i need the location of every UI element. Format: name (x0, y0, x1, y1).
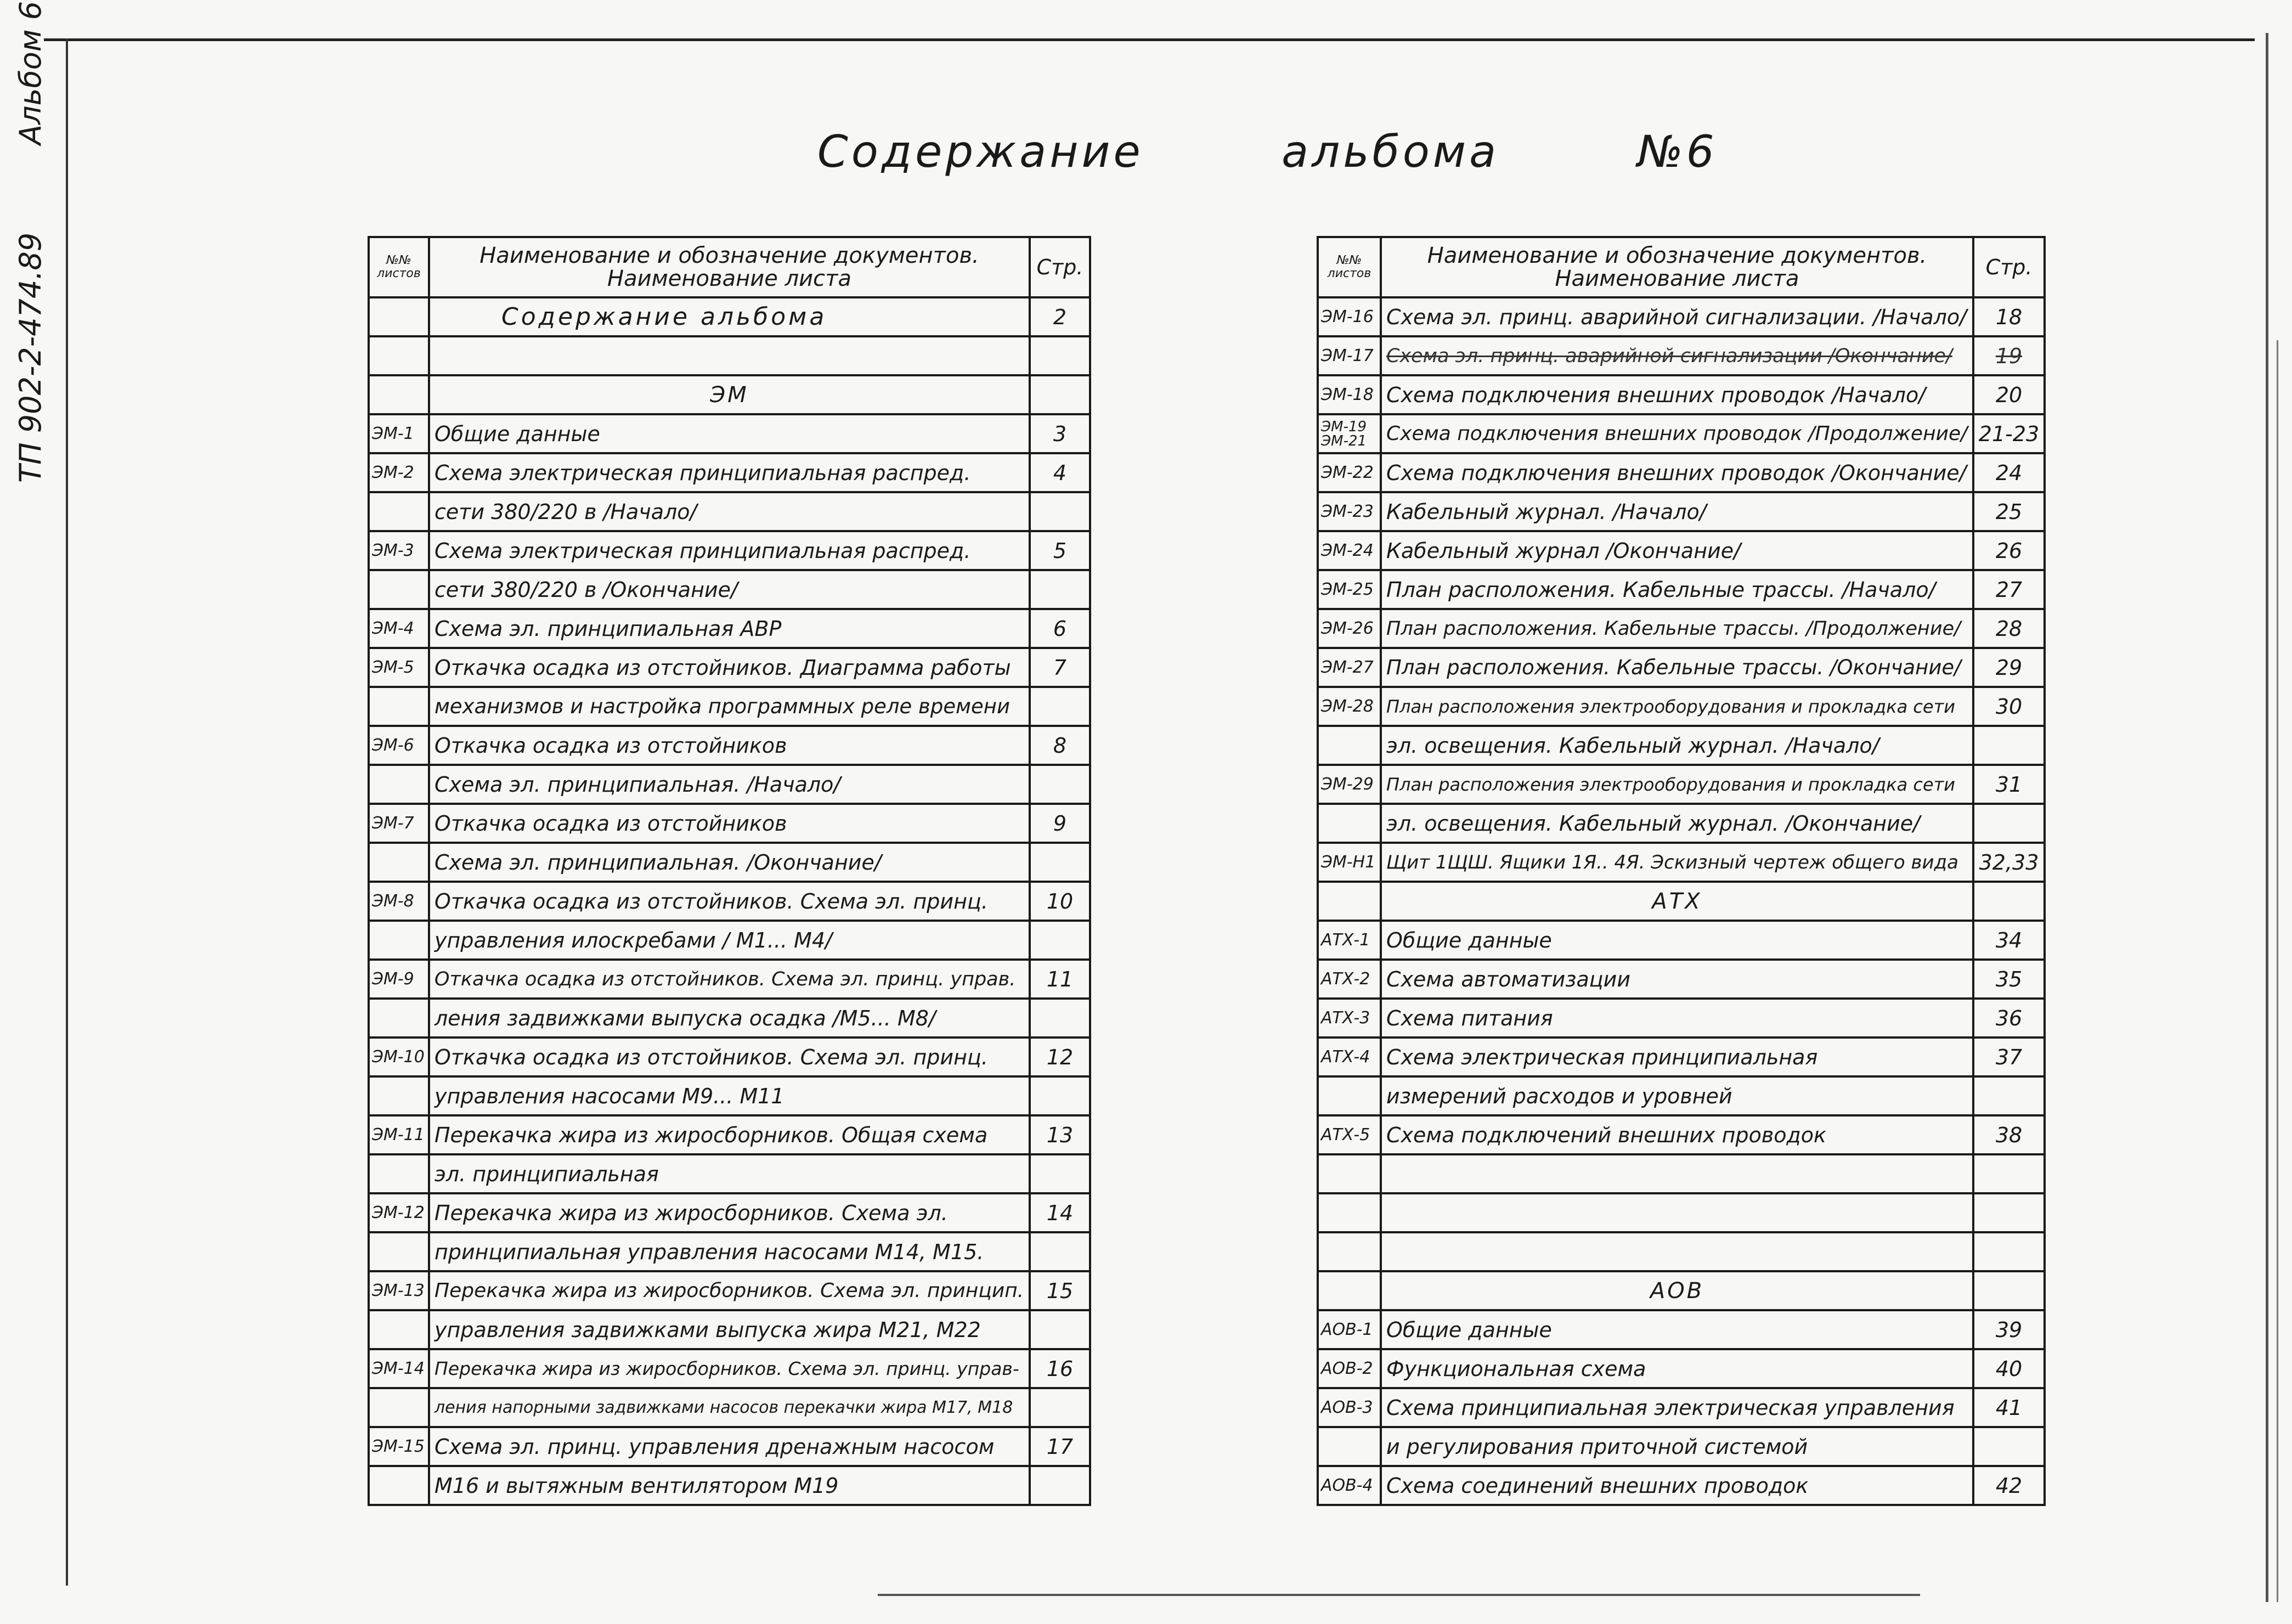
row-document-name: Схема принципиальная электрическая управления (1381, 1388, 1973, 1427)
row-document-name: План расположения электрооборудования и прокладка сети (1381, 687, 1973, 726)
row-document-name: эл. принципиальная (429, 1154, 1030, 1193)
table-row (369, 414, 1090, 453)
table-row (369, 687, 1090, 726)
row-sheet-number (369, 765, 429, 804)
table-row (369, 804, 1090, 843)
table-row (1318, 999, 2045, 1037)
row-document-name: Функциональная схема (1381, 1349, 1973, 1388)
row-sheet-number: ЭМ-23 (1318, 492, 1381, 531)
row-page (1030, 375, 1090, 414)
table-header-row (369, 237, 1090, 297)
header-document-name-line-2: Наименование листа (1555, 266, 1799, 291)
row-sheet-number: ЭМ-15 (369, 1427, 429, 1466)
row-document-name: Откачка осадка из отстойников (429, 726, 1030, 765)
row-page: 25 (1973, 492, 2045, 531)
table-row (369, 453, 1090, 492)
row-sheet-number: ЭМ-14 (369, 1349, 429, 1388)
row-document-name: Перекачка жира из жиросборников. Общая схема (429, 1115, 1030, 1154)
section-row (369, 375, 1090, 414)
table-row (1318, 297, 2045, 336)
row-page (1973, 1427, 2045, 1466)
row-page: 39 (1973, 1310, 2045, 1349)
row-sheet-number (369, 1466, 429, 1505)
row-page (1030, 336, 1090, 375)
row-sheet-number: ЭМ-16 (1318, 297, 1381, 336)
row-sheet-number: АОВ-4 (1318, 1466, 1381, 1505)
table-row (1318, 804, 2045, 843)
row-page: 24 (1973, 453, 2045, 492)
row-sheet-number (369, 921, 429, 960)
row-document-name: М16 и вытяжным вентилятором М19 (429, 1466, 1030, 1505)
row-document-name: Схема подключения внешних проводок /Окончание/ (1381, 453, 1973, 492)
table-row (369, 492, 1090, 531)
row-page (1973, 882, 2045, 921)
row-document-name (1381, 1232, 1973, 1271)
row-document-name: измерений расходов и уровней (1381, 1076, 1973, 1115)
row-document-name: управления илоскребами / М1... М4/ (429, 921, 1030, 960)
row-document-name: эл. освещения. Кабельный журнал. /Начало/ (1381, 726, 1973, 765)
table-row (369, 1427, 1090, 1466)
table-row (1318, 1076, 2045, 1115)
row-page (1030, 687, 1090, 726)
header-page: Стр. (1030, 237, 1090, 297)
table-row (1318, 921, 2045, 960)
row-sheet-number: ЭМ-17 (1318, 336, 1381, 375)
table-row (369, 297, 1090, 336)
row-page (1030, 843, 1090, 882)
row-document-name: сети 380/220 в /Начало/ (429, 492, 1030, 531)
row-document-name (1381, 1193, 1973, 1232)
row-sheet-number (369, 1232, 429, 1271)
row-page (1030, 765, 1090, 804)
row-document-name: Схема подключения внешних проводок /Продолжение/ (1381, 414, 1973, 453)
row-sheet-number (1318, 1271, 1381, 1310)
row-sheet-number: АОВ-2 (1318, 1349, 1381, 1388)
row-document-name: управления задвижками выпуска жира М21, М22 (429, 1310, 1030, 1349)
row-sheet-number (369, 1076, 429, 1115)
sheet-border-left (66, 38, 68, 1586)
table-row (1318, 1427, 2045, 1466)
row-sheet-number (1318, 1154, 1381, 1193)
row-document-name: Откачка осадка из отстойников. Схема эл. принц. (429, 882, 1030, 921)
row-sheet-number: ЭМ-5 (369, 648, 429, 687)
row-sheet-number (1318, 1427, 1381, 1466)
row-sheet-number: АТХ-3 (1318, 999, 1381, 1037)
row-page: 40 (1973, 1349, 2045, 1388)
sheet-border-top (44, 38, 2255, 41)
header-document-name (1381, 237, 1973, 297)
table-row (1318, 570, 2045, 609)
row-document-name (1381, 1154, 1973, 1193)
row-page: 12 (1030, 1037, 1090, 1076)
row-document-name: эл. освещения. Кабельный журнал. /Окончание/ (1381, 804, 1973, 843)
row-page: 32,33 (1973, 843, 2045, 882)
row-document-name: управления насосами М9... М11 (429, 1076, 1030, 1115)
contents-table-left (368, 236, 1091, 1506)
table-row (1318, 1154, 2045, 1193)
row-page (1973, 726, 2045, 765)
table-row (369, 1154, 1090, 1193)
row-page: 5 (1030, 531, 1090, 570)
row-document-name: Схема эл. принципиальная. /Начало/ (429, 765, 1030, 804)
row-sheet-number (369, 1310, 429, 1349)
margin-stamp (5, 1, 55, 483)
table-row (1318, 609, 2045, 648)
row-document-name: Откачка осадка из отстойников. Диаграмма работы (429, 648, 1030, 687)
row-sheet-number (369, 843, 429, 882)
row-sheet-number (369, 999, 429, 1037)
table-row (1318, 453, 2045, 492)
row-page: 7 (1030, 648, 1090, 687)
table-row (369, 1271, 1090, 1310)
table-row (1318, 648, 2045, 687)
table-row (369, 570, 1090, 609)
row-document-name: Схема подключения внешних проводок /Начало/ (1381, 375, 1973, 414)
row-document-name: Перекачка жира из жиросборников. Схема эл. принцип. (429, 1271, 1030, 1310)
header-document-name-line-2: Наименование листа (607, 266, 851, 291)
row-document-name: Схема эл. принц. аварийной сигнализации. /Начало/ (1381, 297, 1973, 336)
margin-album-label: Альбом 6 (13, 1, 48, 145)
section-heading: АОВ (1381, 1271, 1973, 1310)
table-row (369, 765, 1090, 804)
table-row (1318, 1466, 2045, 1505)
row-document-name: Общие данные (429, 414, 1030, 453)
row-page: 27 (1973, 570, 2045, 609)
header-document-name-line-1: Наименование и обозначение документов. (479, 243, 979, 268)
table-row (1318, 1115, 2045, 1154)
row-sheet-number: ЭМ-19 ЭМ-21 (1318, 414, 1381, 453)
row-page: 2 (1030, 297, 1090, 336)
row-sheet-number: ЭМ-3 (369, 531, 429, 570)
row-sheet-number (1318, 1076, 1381, 1115)
row-sheet-number: ЭМ-6 (369, 726, 429, 765)
row-document-name: Схема эл. принц. управления дренажным насосом (429, 1427, 1030, 1466)
row-page (1030, 999, 1090, 1037)
contents-table-right (1317, 236, 2046, 1506)
row-page (1973, 1154, 2045, 1193)
row-page (1030, 1076, 1090, 1115)
row-sheet-number: ЭМ-11 (369, 1115, 429, 1154)
row-page: 41 (1973, 1388, 2045, 1427)
table-row (369, 882, 1090, 921)
table-row (1318, 531, 2045, 570)
row-page: 28 (1973, 609, 2045, 648)
row-document-name: и регулирования приточной системой (1381, 1427, 1973, 1466)
row-sheet-number: ЭМ-13 (369, 1271, 429, 1310)
row-page: 13 (1030, 1115, 1090, 1154)
row-page: 36 (1973, 999, 2045, 1037)
row-document-name: Кабельный журнал /Окончание/ (1381, 531, 1973, 570)
row-sheet-number: ЭМ-12 (369, 1193, 429, 1232)
row-document-name: План расположения. Кабельные трассы. /Окончание/ (1381, 648, 1973, 687)
row-sheet-number (1318, 1232, 1381, 1271)
row-page: 15 (1030, 1271, 1090, 1310)
table-row (1318, 1193, 2045, 1232)
row-sheet-number: АТХ-2 (1318, 960, 1381, 999)
row-document-name: Откачка осадка из отстойников. Схема эл. принц. (429, 1037, 1030, 1076)
table-row (369, 1349, 1090, 1388)
table-row (1318, 1232, 2045, 1271)
row-page: 14 (1030, 1193, 1090, 1232)
table-row (369, 648, 1090, 687)
table-row (369, 1193, 1090, 1232)
row-document-name: Схема эл. принц. аварийной сигнализации /Окончание/ (1381, 336, 1973, 375)
row-page: 38 (1973, 1115, 2045, 1154)
row-page (1030, 921, 1090, 960)
row-page (1030, 492, 1090, 531)
row-sheet-number: ЭМ-7 (369, 804, 429, 843)
section-row (1318, 1271, 2045, 1310)
row-page: 42 (1973, 1466, 2045, 1505)
row-document-name: Схема электрическая принципиальная распред. (429, 531, 1030, 570)
table-row (369, 609, 1090, 648)
row-document-name: механизмов и настройка программных реле времени (429, 687, 1030, 726)
row-page: 9 (1030, 804, 1090, 843)
row-sheet-number (369, 1388, 429, 1427)
row-page: 34 (1973, 921, 2045, 960)
row-sheet-number (1318, 726, 1381, 765)
row-sheet-number: ЭМ-28 (1318, 687, 1381, 726)
row-sheet-number: ЭМ-Н1 (1318, 843, 1381, 882)
header-document-name-line-1: Наименование и обозначение документов. (1427, 243, 1927, 268)
row-sheet-number: ЭМ-27 (1318, 648, 1381, 687)
row-page (1973, 804, 2045, 843)
row-sheet-number: АОВ-1 (1318, 1310, 1381, 1349)
row-sheet-number (369, 297, 429, 336)
row-document-name: ления напорными задвижками насосов перекачки жира М17, М18 (429, 1388, 1030, 1427)
row-document-name: Схема эл. принципиальная. /Окончание/ (429, 843, 1030, 882)
row-sheet-number: ЭМ-29 (1318, 765, 1381, 804)
row-page (1973, 1232, 2045, 1271)
row-sheet-number: ЭМ-2 (369, 453, 429, 492)
row-document-name: Схема автоматизации (1381, 960, 1973, 999)
row-document-name: Щит 1ЩШ. Ящики 1Я.. 4Я. Эскизный чертеж общего вида (1381, 843, 1973, 882)
row-page: 21-23 (1973, 414, 2045, 453)
row-page: 6 (1030, 609, 1090, 648)
row-document-name: Перекачка жира из жиросборников. Схема эл. принц. управ- (429, 1349, 1030, 1388)
row-sheet-number: ЭМ-18 (1318, 375, 1381, 414)
table-row (1318, 1037, 2045, 1076)
table-row (1318, 375, 2045, 414)
row-sheet-number: ЭМ-24 (1318, 531, 1381, 570)
table-row (1318, 726, 2045, 765)
row-page (1973, 1193, 2045, 1232)
table-row (369, 921, 1090, 960)
row-sheet-number (1318, 1193, 1381, 1232)
table-row (1318, 414, 2045, 453)
header-sheet-number: №№ листов (369, 237, 429, 297)
row-sheet-number (369, 492, 429, 531)
row-page: 19 (1973, 336, 2045, 375)
table-row (1318, 765, 2045, 804)
row-document-name: Общие данные (1381, 1310, 1973, 1349)
row-sheet-number: ЭМ-22 (1318, 453, 1381, 492)
row-page: 17 (1030, 1427, 1090, 1466)
table-row (1318, 1349, 2045, 1388)
row-sheet-number: АТХ-5 (1318, 1115, 1381, 1154)
row-sheet-number: ЭМ-10 (369, 1037, 429, 1076)
sheet-border-bottom (878, 1594, 1920, 1596)
row-document-name: План расположения. Кабельные трассы. /Начало/ (1381, 570, 1973, 609)
row-page: 3 (1030, 414, 1090, 453)
sheet-border-right-inner (2277, 340, 2278, 1602)
table-row (369, 1232, 1090, 1271)
table-row (369, 960, 1090, 999)
row-document-name: Откачка осадка из отстойников. Схема эл. принц. управ. (429, 960, 1030, 999)
section-heading: АТХ (1381, 882, 1973, 921)
row-sheet-number: АОВ-3 (1318, 1388, 1381, 1427)
page-title (817, 126, 1718, 177)
row-page (1030, 1232, 1090, 1271)
row-document-name: План расположения электрооборудования и прокладка сети (1381, 765, 1973, 804)
row-sheet-number: ЭМ-8 (369, 882, 429, 921)
row-page: 4 (1030, 453, 1090, 492)
table-row (369, 1115, 1090, 1154)
row-document-name (429, 336, 1030, 375)
section-heading: ЭМ (429, 375, 1030, 414)
table-row (1318, 687, 2045, 726)
table-row (369, 1037, 1090, 1076)
header-sheet-number: №№ листов (1318, 237, 1381, 297)
row-document-name: Схема электрическая принципиальная (1381, 1037, 1973, 1076)
row-document-name: План расположения. Кабельные трассы. /Продолжение/ (1381, 609, 1973, 648)
row-page: 26 (1973, 531, 2045, 570)
row-document-name: Кабельный журнал. /Начало/ (1381, 492, 1973, 531)
header-document-name (429, 237, 1030, 297)
table-row (1318, 1388, 2045, 1427)
row-document-name: Схема подключений внешних проводок (1381, 1115, 1973, 1154)
row-document-name: Содержание альбома (429, 297, 1030, 336)
row-document-name: Схема электрическая принципиальная распред. (429, 453, 1030, 492)
table-row (369, 1466, 1090, 1505)
row-document-name: Схема эл. принципиальная АВР (429, 609, 1030, 648)
row-page: 11 (1030, 960, 1090, 999)
table-row (369, 336, 1090, 375)
row-sheet-number: ЭМ-4 (369, 609, 429, 648)
row-sheet-number (369, 687, 429, 726)
row-page: 31 (1973, 765, 2045, 804)
table-row (369, 843, 1090, 882)
row-sheet-number: ЭМ-26 (1318, 609, 1381, 648)
row-page (1030, 570, 1090, 609)
row-page (1973, 1076, 2045, 1115)
page-title-word-1: Содержание (817, 126, 1144, 177)
row-document-name: Откачка осадка из отстойников (429, 804, 1030, 843)
row-page: 37 (1973, 1037, 2045, 1076)
row-document-name: Перекачка жира из жиросборников. Схема эл. (429, 1193, 1030, 1232)
row-page (1030, 1310, 1090, 1349)
row-sheet-number (369, 375, 429, 414)
table-row (1318, 960, 2045, 999)
table-row (369, 726, 1090, 765)
row-sheet-number (369, 1154, 429, 1193)
row-sheet-number (1318, 804, 1381, 843)
table-row (369, 1310, 1090, 1349)
row-page (1030, 1154, 1090, 1193)
row-document-name: Схема питания (1381, 999, 1973, 1037)
row-sheet-number: АТХ-4 (1318, 1037, 1381, 1076)
section-row (1318, 882, 2045, 921)
margin-doc-number: ТП 902-2-474.89 (13, 232, 48, 483)
row-page: 8 (1030, 726, 1090, 765)
row-page (1030, 1388, 1090, 1427)
row-page: 16 (1030, 1349, 1090, 1388)
table-header-row (1318, 237, 2045, 297)
table-row (1318, 492, 2045, 531)
row-page: 35 (1973, 960, 2045, 999)
row-sheet-number: ЭМ-9 (369, 960, 429, 999)
row-document-name: Общие данные (1381, 921, 1973, 960)
row-sheet-number (369, 570, 429, 609)
row-page: 30 (1973, 687, 2045, 726)
table-row (1318, 1310, 2045, 1349)
row-sheet-number (1318, 882, 1381, 921)
row-document-name: Схема соединений внешних проводок (1381, 1466, 1973, 1505)
sheet-border-right (2266, 33, 2268, 1602)
row-document-name: принципиальная управления насосами М14, М15. (429, 1232, 1030, 1271)
page-title-word-2: альбома (1282, 126, 1500, 177)
row-document-name: сети 380/220 в /Окончание/ (429, 570, 1030, 609)
row-page (1973, 1271, 2045, 1310)
page-title-word-3: №6 (1637, 126, 1718, 177)
table-row (369, 531, 1090, 570)
row-sheet-number: ЭМ-25 (1318, 570, 1381, 609)
row-sheet-number: ЭМ-1 (369, 414, 429, 453)
header-page: Стр. (1973, 237, 2045, 297)
row-page: 18 (1973, 297, 2045, 336)
table-row (1318, 843, 2045, 882)
table-row (369, 1076, 1090, 1115)
row-page: 29 (1973, 648, 2045, 687)
row-sheet-number (369, 336, 429, 375)
table-row (369, 999, 1090, 1037)
table-row (369, 1388, 1090, 1427)
row-sheet-number: АТХ-1 (1318, 921, 1381, 960)
row-page: 10 (1030, 882, 1090, 921)
row-page (1030, 1466, 1090, 1505)
row-page: 20 (1973, 375, 2045, 414)
row-document-name: ления задвижками выпуска осадка /М5... М8/ (429, 999, 1030, 1037)
table-row (1318, 336, 2045, 375)
